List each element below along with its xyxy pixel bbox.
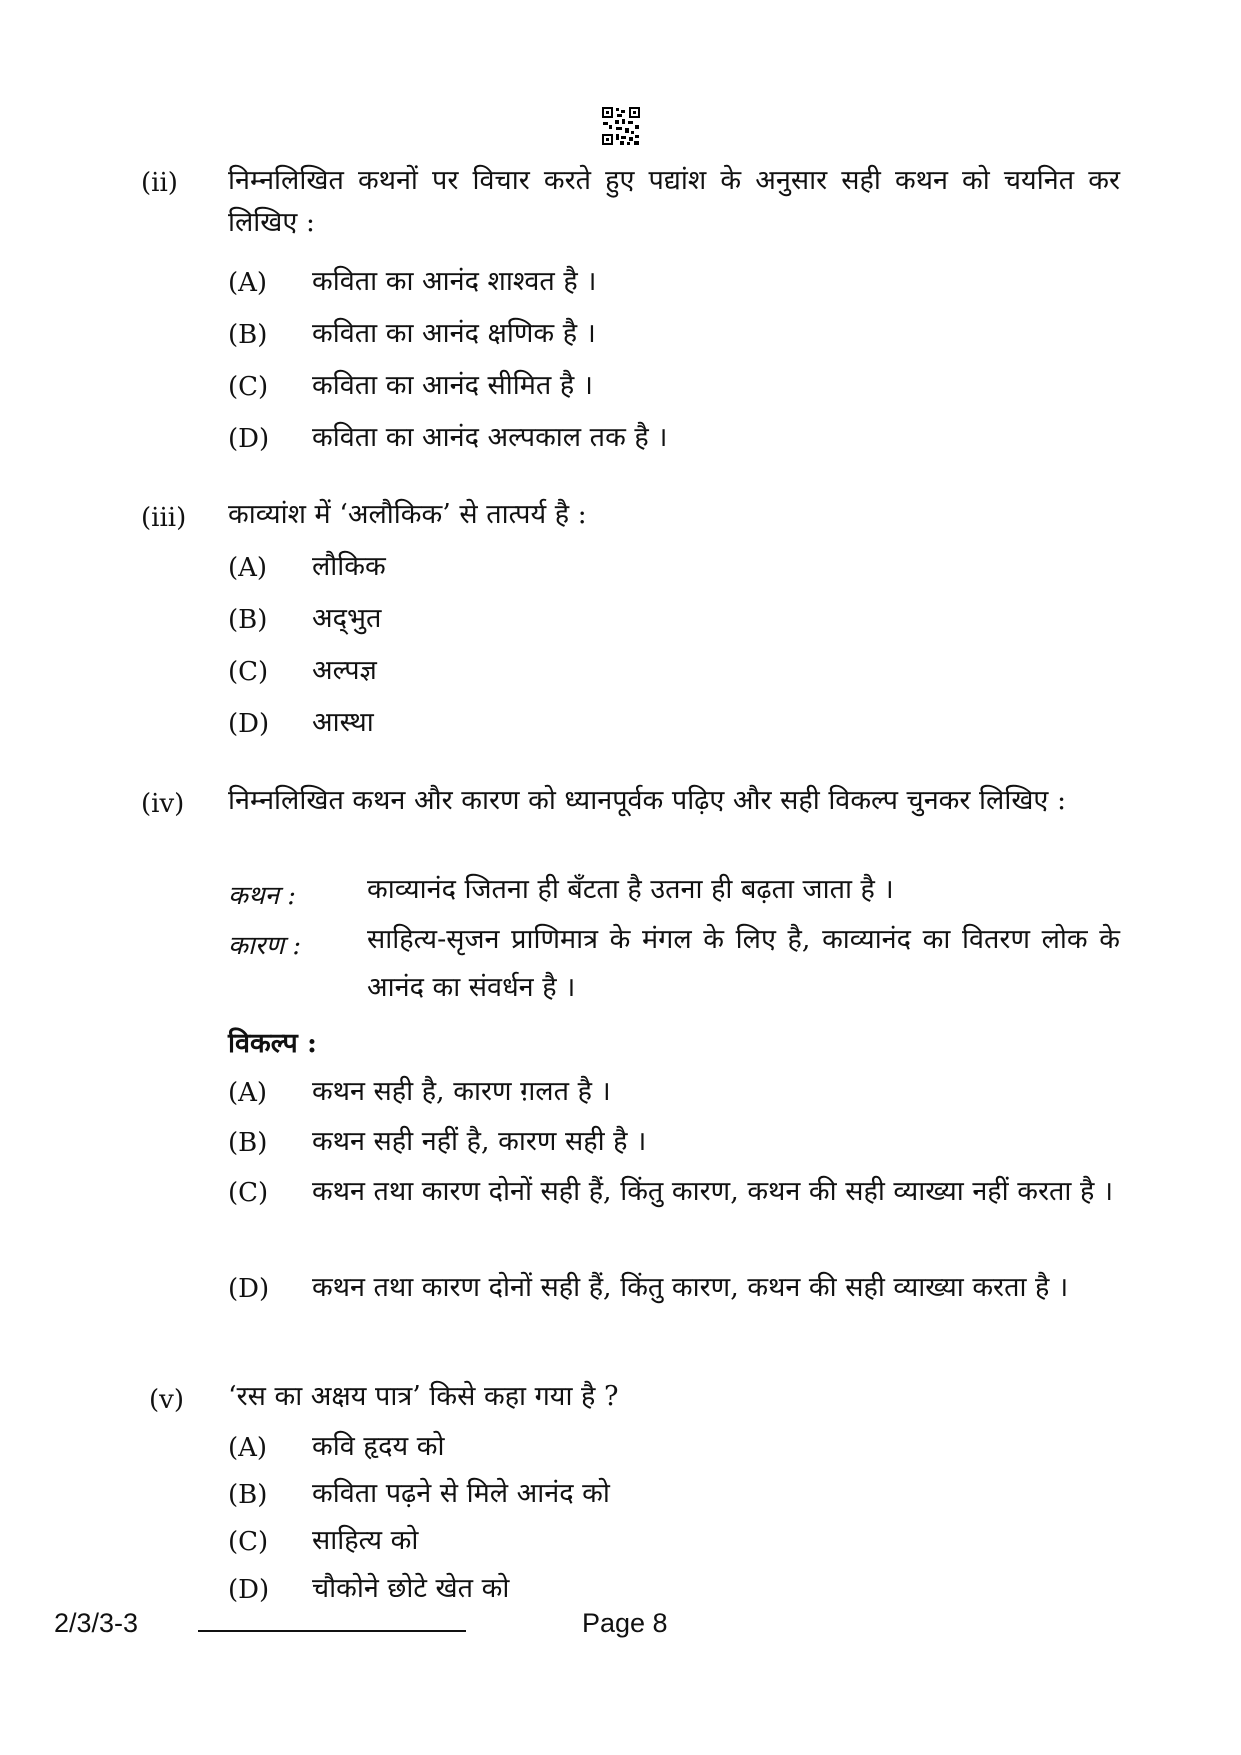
option-text: अल्पज्ञ	[312, 655, 377, 686]
option-text: कथन सही नहीं है, कारण सही है ।	[312, 1126, 647, 1157]
reason-text: साहित्य-सृजन प्राणिमात्र के मंगल के लिए है, काव्यानंद का वितरण लोक के आनंद का संवर्धन है ।	[367, 924, 1120, 1003]
qr-code-icon	[601, 106, 641, 146]
question-number: (iii)	[141, 503, 187, 533]
option-label: (A)	[228, 553, 268, 583]
option-label: (B)	[228, 1480, 268, 1510]
option-label: (B)	[228, 320, 268, 350]
option-text: चौकोने छोटे खेत को	[312, 1573, 510, 1604]
page-number: Page 8	[582, 1608, 668, 1638]
option-label: (D)	[228, 1274, 270, 1304]
question-number: (ii)	[141, 168, 178, 198]
option-label: (D)	[228, 424, 270, 454]
option-label: (B)	[228, 1128, 268, 1158]
option-label: (C)	[228, 657, 269, 687]
option-label: (B)	[228, 605, 268, 635]
option-text: साहित्य को	[312, 1525, 419, 1556]
option-label: (D)	[228, 1575, 270, 1605]
option-label: (C)	[228, 1178, 269, 1208]
footer-divider	[198, 1630, 466, 1632]
option-text: अद्‌भुत	[312, 603, 382, 634]
option-label: (C)	[228, 372, 269, 402]
option-text: कविता का आनंद क्षणिक है ।	[312, 318, 596, 349]
option-label: (A)	[228, 1433, 268, 1463]
option-label: (A)	[228, 268, 268, 298]
statement-text: काव्यानंद जितना ही बँटता है उतना ही बढ़ता जाता है ।	[367, 874, 894, 905]
question-number: (v)	[149, 1385, 184, 1415]
option-text: कथन तथा कारण दोनों सही हैं, किंतु कारण, कथन की सही व्याख्या नहीं करता है ।	[312, 1176, 1114, 1207]
option-text: लौकिक	[312, 551, 386, 582]
option-text: कवि हृदय को	[312, 1431, 445, 1462]
question-number: (iv)	[141, 789, 185, 819]
option-text: कथन सही है, कारण ग़लत है ।	[312, 1076, 611, 1107]
question-text: निम्नलिखित कथनों पर विचार करते हुए पद्यांश के अनुसार सही कथन को चयनित कर लिखिए :	[228, 165, 1120, 238]
option-text: कविता पढ़ने से मिले आनंद को	[312, 1478, 610, 1509]
option-text: कथन तथा कारण दोनों सही हैं, किंतु कारण, कथन की सही व्याख्या करता है ।	[312, 1272, 1069, 1303]
option-label: (A)	[228, 1078, 268, 1108]
question-text: ‘रस का अक्षय पात्र’ किसे कहा गया है ?	[228, 1381, 619, 1412]
question-text: निम्नलिखित कथन और कारण को ध्यानपूर्वक पढ़िए और सही विकल्प चुनकर लिखिए :	[228, 785, 1067, 816]
question-text: काव्यांश में ‘अलौकिक’ से तात्पर्य है :	[228, 499, 587, 530]
reason-label: कारण :	[228, 931, 302, 961]
option-label: (D)	[228, 709, 270, 739]
statement-label: कथन :	[228, 881, 297, 911]
paper-code: 2/3/3-3	[54, 1608, 139, 1638]
option-label: (C)	[228, 1527, 269, 1557]
option-text: कविता का आनंद सीमित है ।	[312, 370, 594, 401]
option-text: कविता का आनंद शाश्वत है ।	[312, 266, 597, 297]
options-heading: विकल्प :	[228, 1028, 318, 1059]
option-text: कविता का आनंद अल्पकाल तक है ।	[312, 422, 668, 453]
option-text: आस्था	[312, 707, 374, 738]
